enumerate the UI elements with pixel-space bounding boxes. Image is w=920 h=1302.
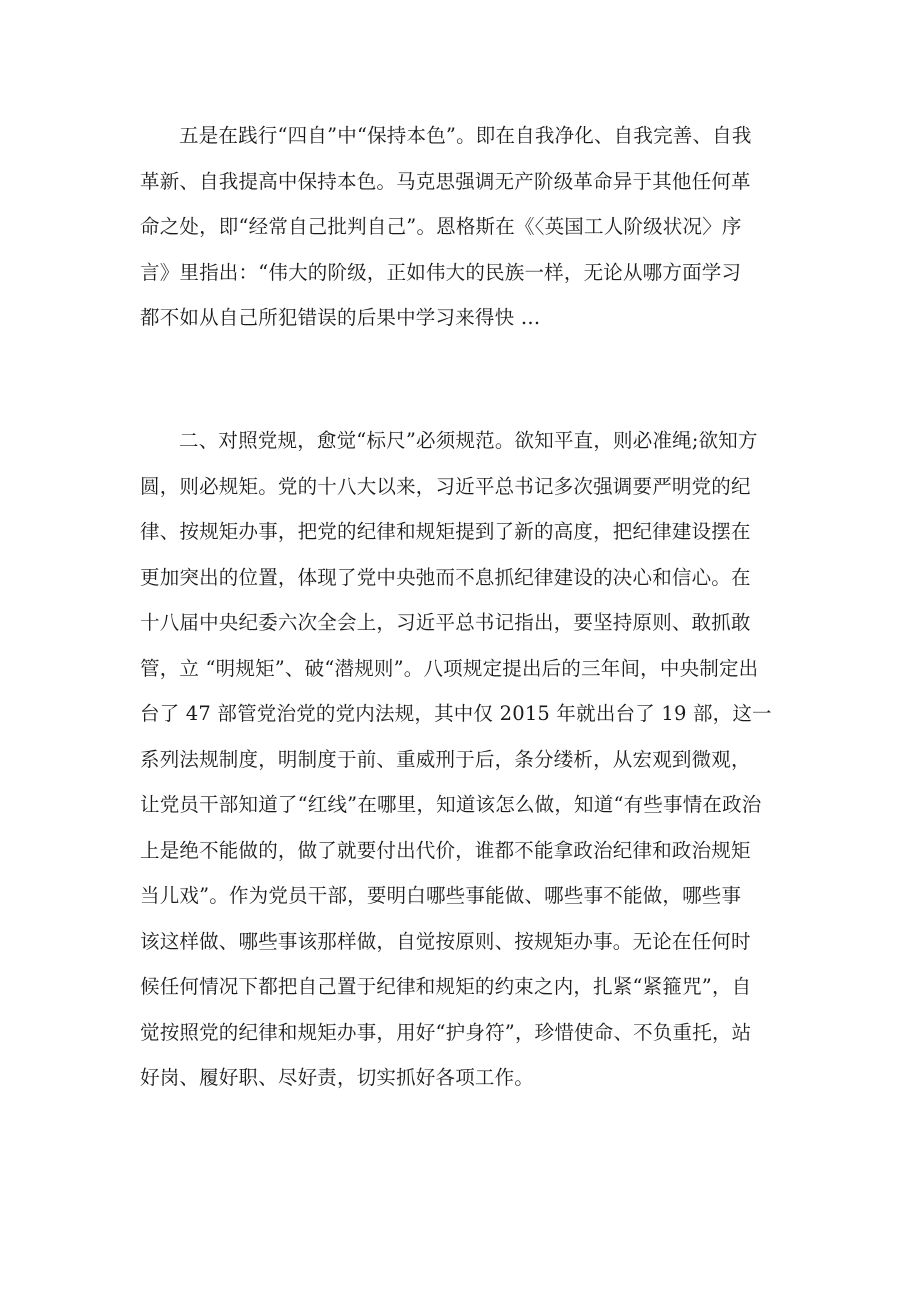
paragraph-line: 律、按规矩办事，把党的纪律和规矩提到了新的高度，把纪律建设摆在 (140, 520, 751, 543)
paragraph-line: 命之处，即“经常自己批判自己”。恩格斯在《〈英国工人阶级状况〉序 (140, 215, 742, 238)
paragraph-line: 五是在践行“四自”中“保持本色”。即在自我净化、自我完善、自我 (179, 124, 752, 147)
paragraph-line: 十八届中央纪委六次全会上，习近平总书记指出，要坚持原则、敢抓敢 (140, 611, 751, 634)
paragraph-line: 管，立 “明规矩”、破“潜规则”。八项规定提出后的三年间，中央制定出 (140, 656, 759, 680)
paragraph-line: 让党员干部知道了“红线”在哪里，知道该怎么做，知道“有些事情在政治 (140, 793, 762, 816)
paragraph-line: 该这样做、哪些事该那样做，自觉按原则、按规矩办事。无论在任何时 (140, 929, 751, 953)
paragraph-five-keep-true-colors (140, 113, 790, 341)
paragraph-line: 觉按照党的纪律和规矩办事，用好“护身符”，珍惜使命、不负重托，站 (140, 1020, 752, 1044)
paragraph-line: 都不如从自己所犯错误的后果中学习来得快 … (140, 306, 541, 329)
paragraph-line: 圆，则必规矩。党的十八大以来，习近平总书记多次强调要严明党的纪 (140, 474, 751, 498)
paragraph-two-party-rules (140, 418, 790, 1101)
paragraph-line: 系列法规制度，明制度于前、重威刑于后，条分缕析，从宏观到微观， (140, 747, 751, 771)
paragraph-line: 言》里指出：“伟大的阶级，正如伟大的民族一样，无论从哪方面学习 (140, 260, 742, 284)
paragraph-line: 更加突出的位置，体现了党中央弛而不息抓纪律建设的决心和信心。在 (140, 565, 751, 589)
paragraph-line: 当儿戏”。作为党员干部，要明白哪些事能做、哪些事不能做，哪些事 (140, 884, 742, 907)
paragraph-line: 上是绝不能做的，做了就要付出代价，谁都不能拿政治纪律和政治规矩 (140, 838, 751, 862)
paragraph-line: 革新、自我提高中保持本色。马克思强调无产阶级革命异于其他任何革 (140, 169, 751, 193)
paragraph-line: 好岗、履好职、尽好责，切实抓好各项工作。 (140, 1066, 535, 1089)
paragraph-line: 二、对照党规，愈觉“标尺”必须规范。欲知平直，则必准绳;欲知方 (179, 429, 758, 452)
paragraph-line: 候任何情况下都把自己置于纪律和规矩的约束之内，扎紧“紧箍咒”，自 (140, 975, 752, 998)
paragraph-line: 台了 47 部管党治党的党内法规，其中仅 2015 年就出台了 19 部，这一 (140, 702, 772, 725)
